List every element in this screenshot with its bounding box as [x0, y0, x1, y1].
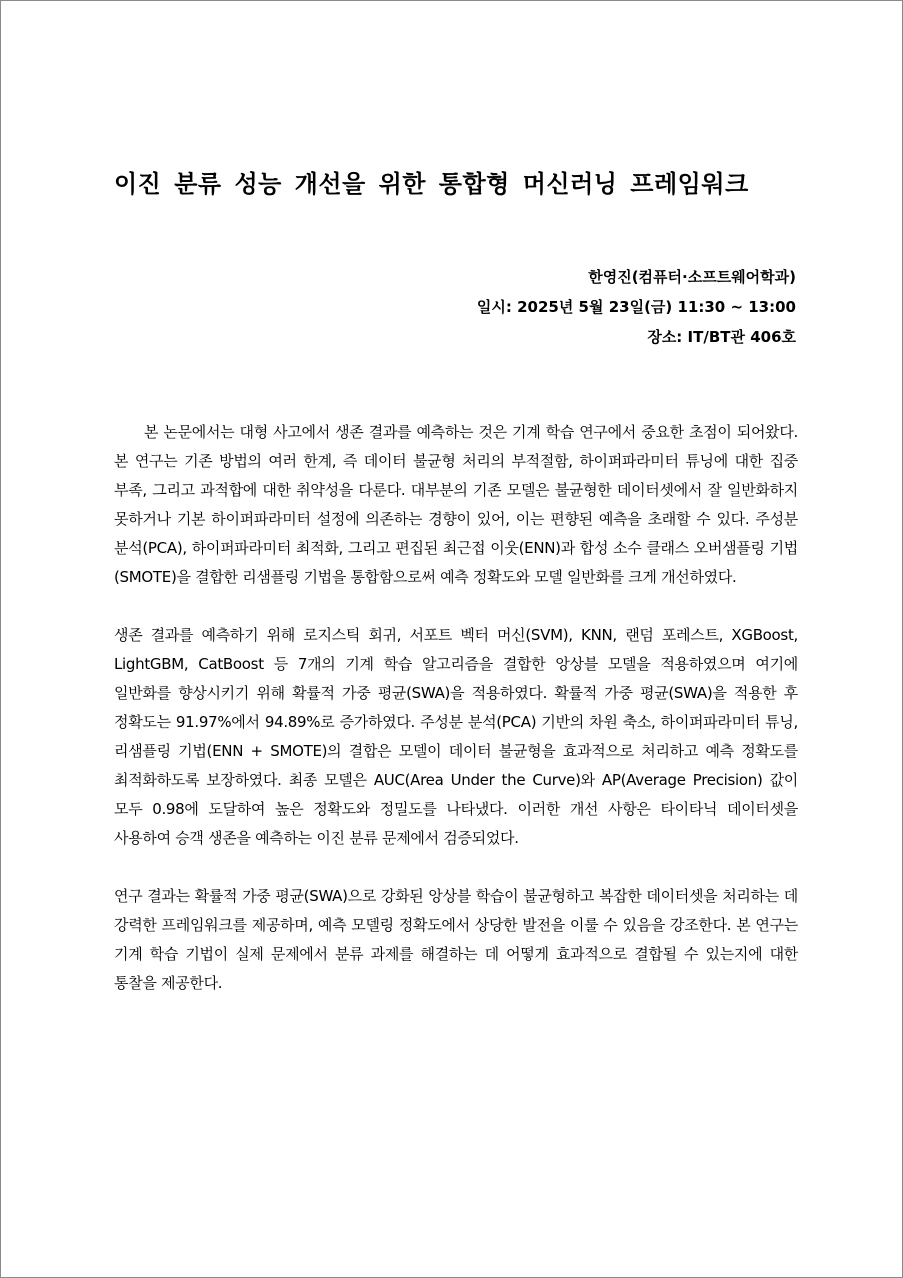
paragraph-3: 연구 결과는 확률적 가중 평균(SWA)으로 강화된 앙상블 학습이 불균형하고 복잡한 데이터셋을 처리하는 데 강력한 프레임워크를 제공하며, 예측 모델링 정확도에서 상당한 발전을 이룰 수 있음을 강조한다. 본 연구는 기계 학습 기법이 실제 문제에서 분류 과제를 해결하는 데 어떻게 효과적으로 결합될 수 있는지에 대한 통찰을 제공한다. — [114, 887, 798, 992]
abstract-body — [114, 418, 798, 1027]
location-line: 장소: IT/BT관 406호 — [647, 328, 796, 346]
document-meta — [477, 262, 796, 352]
paragraph-2: 생존 결과를 예측하기 위해 로지스틱 회귀, 서포트 벡터 머신(SVM), KNN, 랜덤 포레스트, XGBoost, LightGBM, CatBoost 등 7개의 기계 학습 알고리즘을 결합한 앙상블 모델을 적용하였으며 여기에 일반화를 향상시키기 위해 확률적 가중 평균(SWA)을 적용하였다. 확률적 가중 평균(SWA)을 적용한 후 정확도는 91.97%에서 94.89%로 증가하였다. 주성분 분석(PCA) 기반의 차원 축소, 하이퍼파라미터 튜닝, 리샘플링 기법(ENN + SMOTE)의 결합은 모델이 데이터 불균형을 효과적으로 처리하고 예측 정확도를 최적화하도록 보장하였다. 최종 모델은 AUC(Area Under the Curve)와 AP(Average Precision) 값이 모두 0.98에 도달하여 높은 정확도와 정밀도를 나타냈다. 이러한 개선 사항은 타이타닉 데이터셋을 사용하여 승객 생존을 예측하는 이진 분류 문제에서 검증되었다. — [114, 626, 798, 847]
document-title: 이진 분류 성능 개선을 위한 통합형 머신러닝 프레임워크 — [114, 170, 749, 198]
paragraph-1: 본 논문에서는 대형 사고에서 생존 결과를 예측하는 것은 기계 학습 연구에서 중요한 초점이 되어왔다. 본 연구는 기존 방법의 여러 한계, 즉 데이터 불균형 처리의 부적절함, 하이퍼파라미터 튜닝에 대한 집중 부족, 그리고 과적합에 대한 취약성을 다룬다. 대부분의 기존 모델은 불균형한 데이터셋에서 잘 일반화하지 못하거나 기본 하이퍼파라미터 설정에 의존하는 경향이 있어, 이는 편향된 예측을 초래할 수 있다. 주성분 분석(PCA), 하이퍼파라미터 최적화, 그리고 편집된 최근접 이웃(ENN)과 합성 소수 클래스 오버샘플링 기법(SMOTE)을 결합한 리샘플링 기법을 통합함으로써 예측 정확도와 모델 일반화를 크게 개선하였다. — [114, 423, 798, 586]
author-line: 한영진(컴퓨터·소프트웨어학과) — [588, 268, 796, 286]
date-line: 일시: 2025년 5월 23일(금) 11:30 ~ 13:00 — [476, 298, 796, 316]
